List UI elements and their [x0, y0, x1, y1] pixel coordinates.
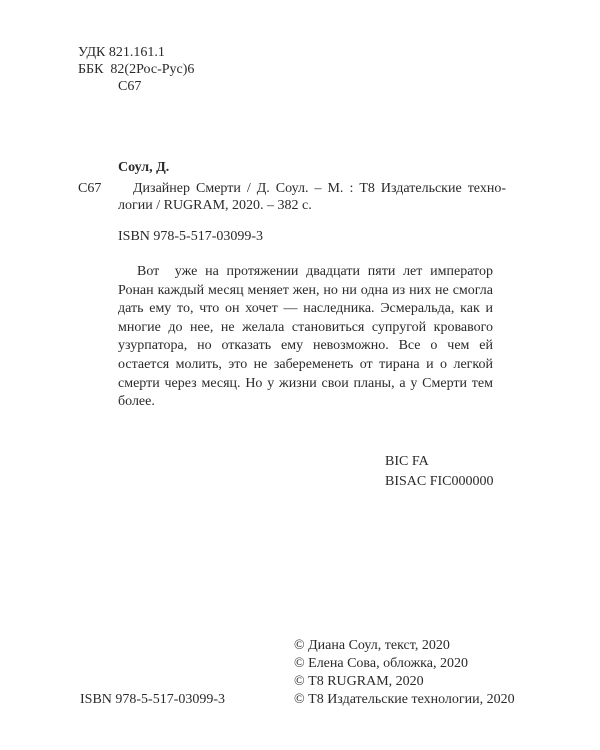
copyright-line: © Т8 Издательские технологии, 2020 — [294, 692, 515, 707]
description-line: логии / RUGRAM, 2020. – 382 с. — [118, 198, 312, 213]
copyright-line: © Т8 RUGRAM, 2020 — [294, 674, 424, 689]
bbk-code: ББК 82(2Рос-Рус)6 — [78, 62, 195, 77]
subject-codes — [385, 452, 494, 492]
bisac-code: BISAC FIC000000 — [385, 474, 494, 489]
copyright-line: © Елена Сова, обложка, 2020 — [294, 656, 468, 671]
annotation — [118, 263, 493, 412]
annotation-line: Ронан каждый месяц меняет жен, но ни одна из них не смогла — [118, 282, 493, 298]
classification-block — [78, 44, 194, 95]
copyright-line: © Диана Соул, текст, 2020 — [294, 638, 450, 653]
annotation-line: дать ему то, что он хочет — наследника. Эсмеральда, как и — [118, 301, 493, 317]
annotation-line: многие до нее, не желала становиться супругой кровавого — [118, 319, 493, 335]
annotation-line: узурпатора, но отказать ему невозможно. Все о чем ей — [118, 338, 493, 354]
author-heading: Соул, Д. — [118, 160, 170, 175]
footer-isbn: ISBN 978-5-517-03099-3 — [80, 692, 226, 707]
annotation-line: более. — [118, 394, 155, 410]
author-sign: С67 — [118, 79, 142, 94]
udk-code: УДК 821.161.1 — [78, 45, 165, 60]
annotation-line: остается молить, это не забеременеть от тирана и о легкой — [118, 356, 493, 372]
annotation-line: Вот уже на протяжении двадцати пяти лет император — [137, 264, 493, 279]
copyright-block — [294, 637, 515, 709]
bibliographic-description — [118, 180, 506, 214]
bic-code: BIC FA — [385, 454, 429, 469]
bibliographic-author-sign: С67 — [78, 181, 102, 196]
annotation-line: смерти через месяц. Но у жизни свои планы, а у Смерти тем — [118, 375, 493, 391]
isbn: ISBN 978-5-517-03099-3 — [118, 229, 264, 244]
description-line: Дизайнер Смерти / Д. Соул. – М. : Т8 Издательские техно- — [133, 181, 506, 196]
